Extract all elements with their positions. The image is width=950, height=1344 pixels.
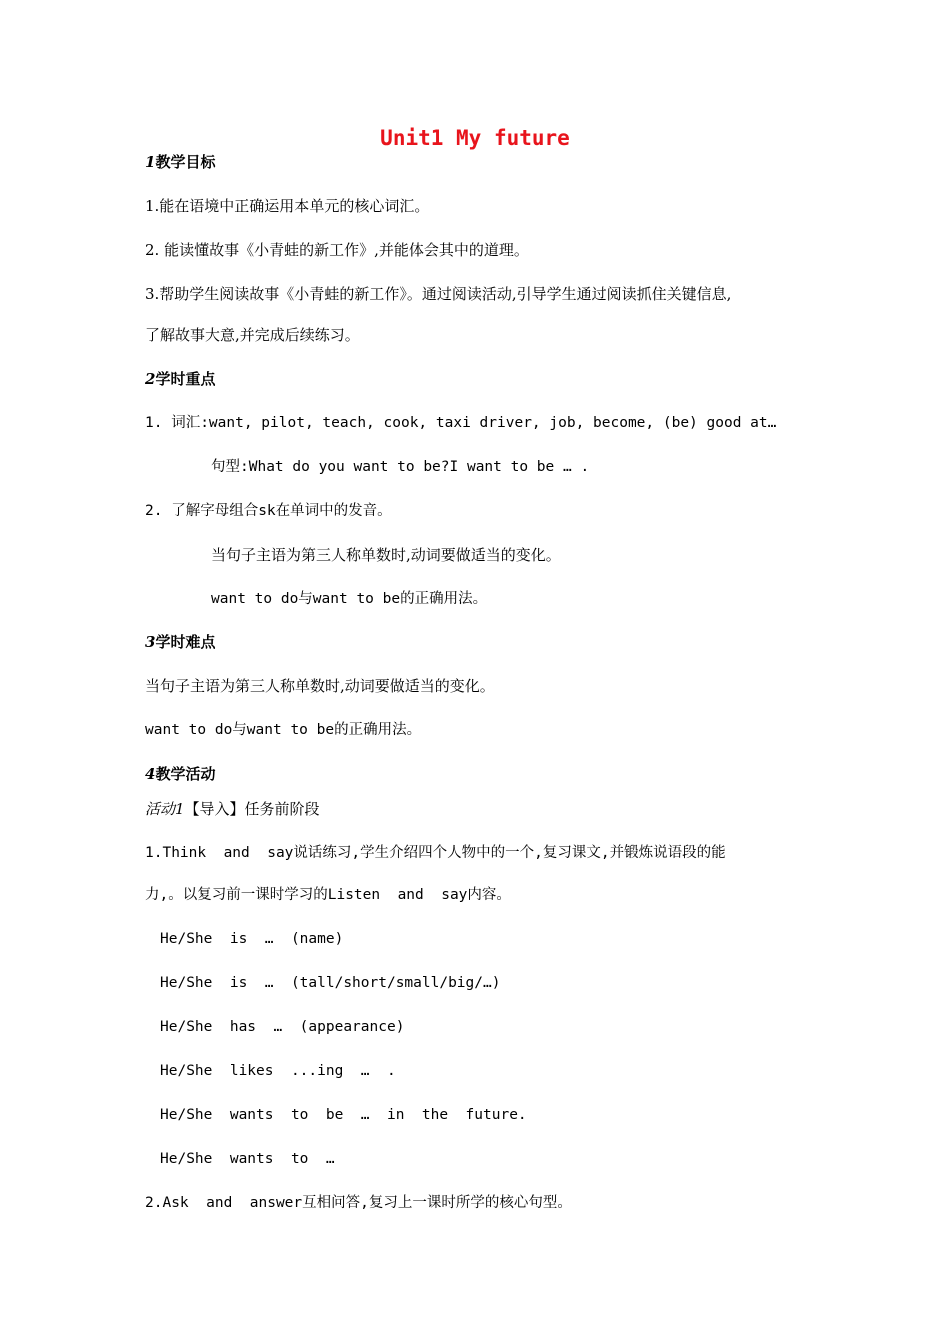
goal-line: 了解故事大意,并完成后续练习。 — [145, 326, 360, 344]
difficulty-line: want to do与want to be的正确用法。 — [145, 722, 422, 738]
section-heading-goals: 1教学目标 — [145, 153, 216, 171]
page-title: Unit1 My future — [380, 126, 570, 150]
pattern-line: He/She is … (tall/short/small/big/…) — [160, 975, 501, 991]
goal-line: 3.帮助学生阅读故事《小青蛙的新工作》。通过阅读活动,引导学生通过阅读抓住关键信息, — [145, 285, 732, 303]
activity-line: 1.Think and say说话练习,学生介绍四个人物中的一个,复习课文,并锻炼说语段的能 — [145, 845, 726, 861]
focus-line: want to do与want to be的正确用法。 — [211, 591, 488, 607]
pattern-line: He/She is … (name) — [160, 931, 344, 947]
pattern-line: He/She likes ...ing … . — [160, 1063, 396, 1079]
difficulty-line: 当句子主语为第三人称单数时,动词要做适当的变化。 — [145, 677, 495, 695]
activity-line: 2.Ask and answer互相问答,复习上一课时所学的核心句型。 — [145, 1195, 572, 1211]
pattern-line: He/She wants to be … in the future. — [160, 1107, 527, 1123]
activity-lead: 活动1【导入】任务前阶段 — [145, 800, 320, 818]
goal-line: 2. 能读懂故事《小青蛙的新工作》,并能体会其中的道理。 — [145, 241, 529, 259]
goal-line: 1.能在语境中正确运用本单元的核心词汇。 — [145, 197, 430, 215]
pattern-line: He/She wants to … — [160, 1151, 335, 1167]
section-heading-focus: 2学时重点 — [145, 370, 216, 388]
focus-line: 句型:What do you want to be?I want to be … . — [211, 459, 590, 475]
section-heading-activity: 4教学活动 — [145, 765, 216, 783]
focus-line: 当句子主语为第三人称单数时,动词要做适当的变化。 — [211, 546, 561, 564]
activity-line: 力,。以复习前一课时学习的Listen and say内容。 — [145, 887, 511, 903]
focus-line: 1. 词汇:want, pilot, teach, cook, taxi driver, job, become, (be) good at… — [145, 415, 777, 431]
pattern-line: He/She has … (appearance) — [160, 1019, 405, 1035]
section-heading-difficulty: 3学时难点 — [145, 633, 216, 651]
focus-line: 2. 了解字母组合sk在单词中的发音。 — [145, 503, 392, 519]
